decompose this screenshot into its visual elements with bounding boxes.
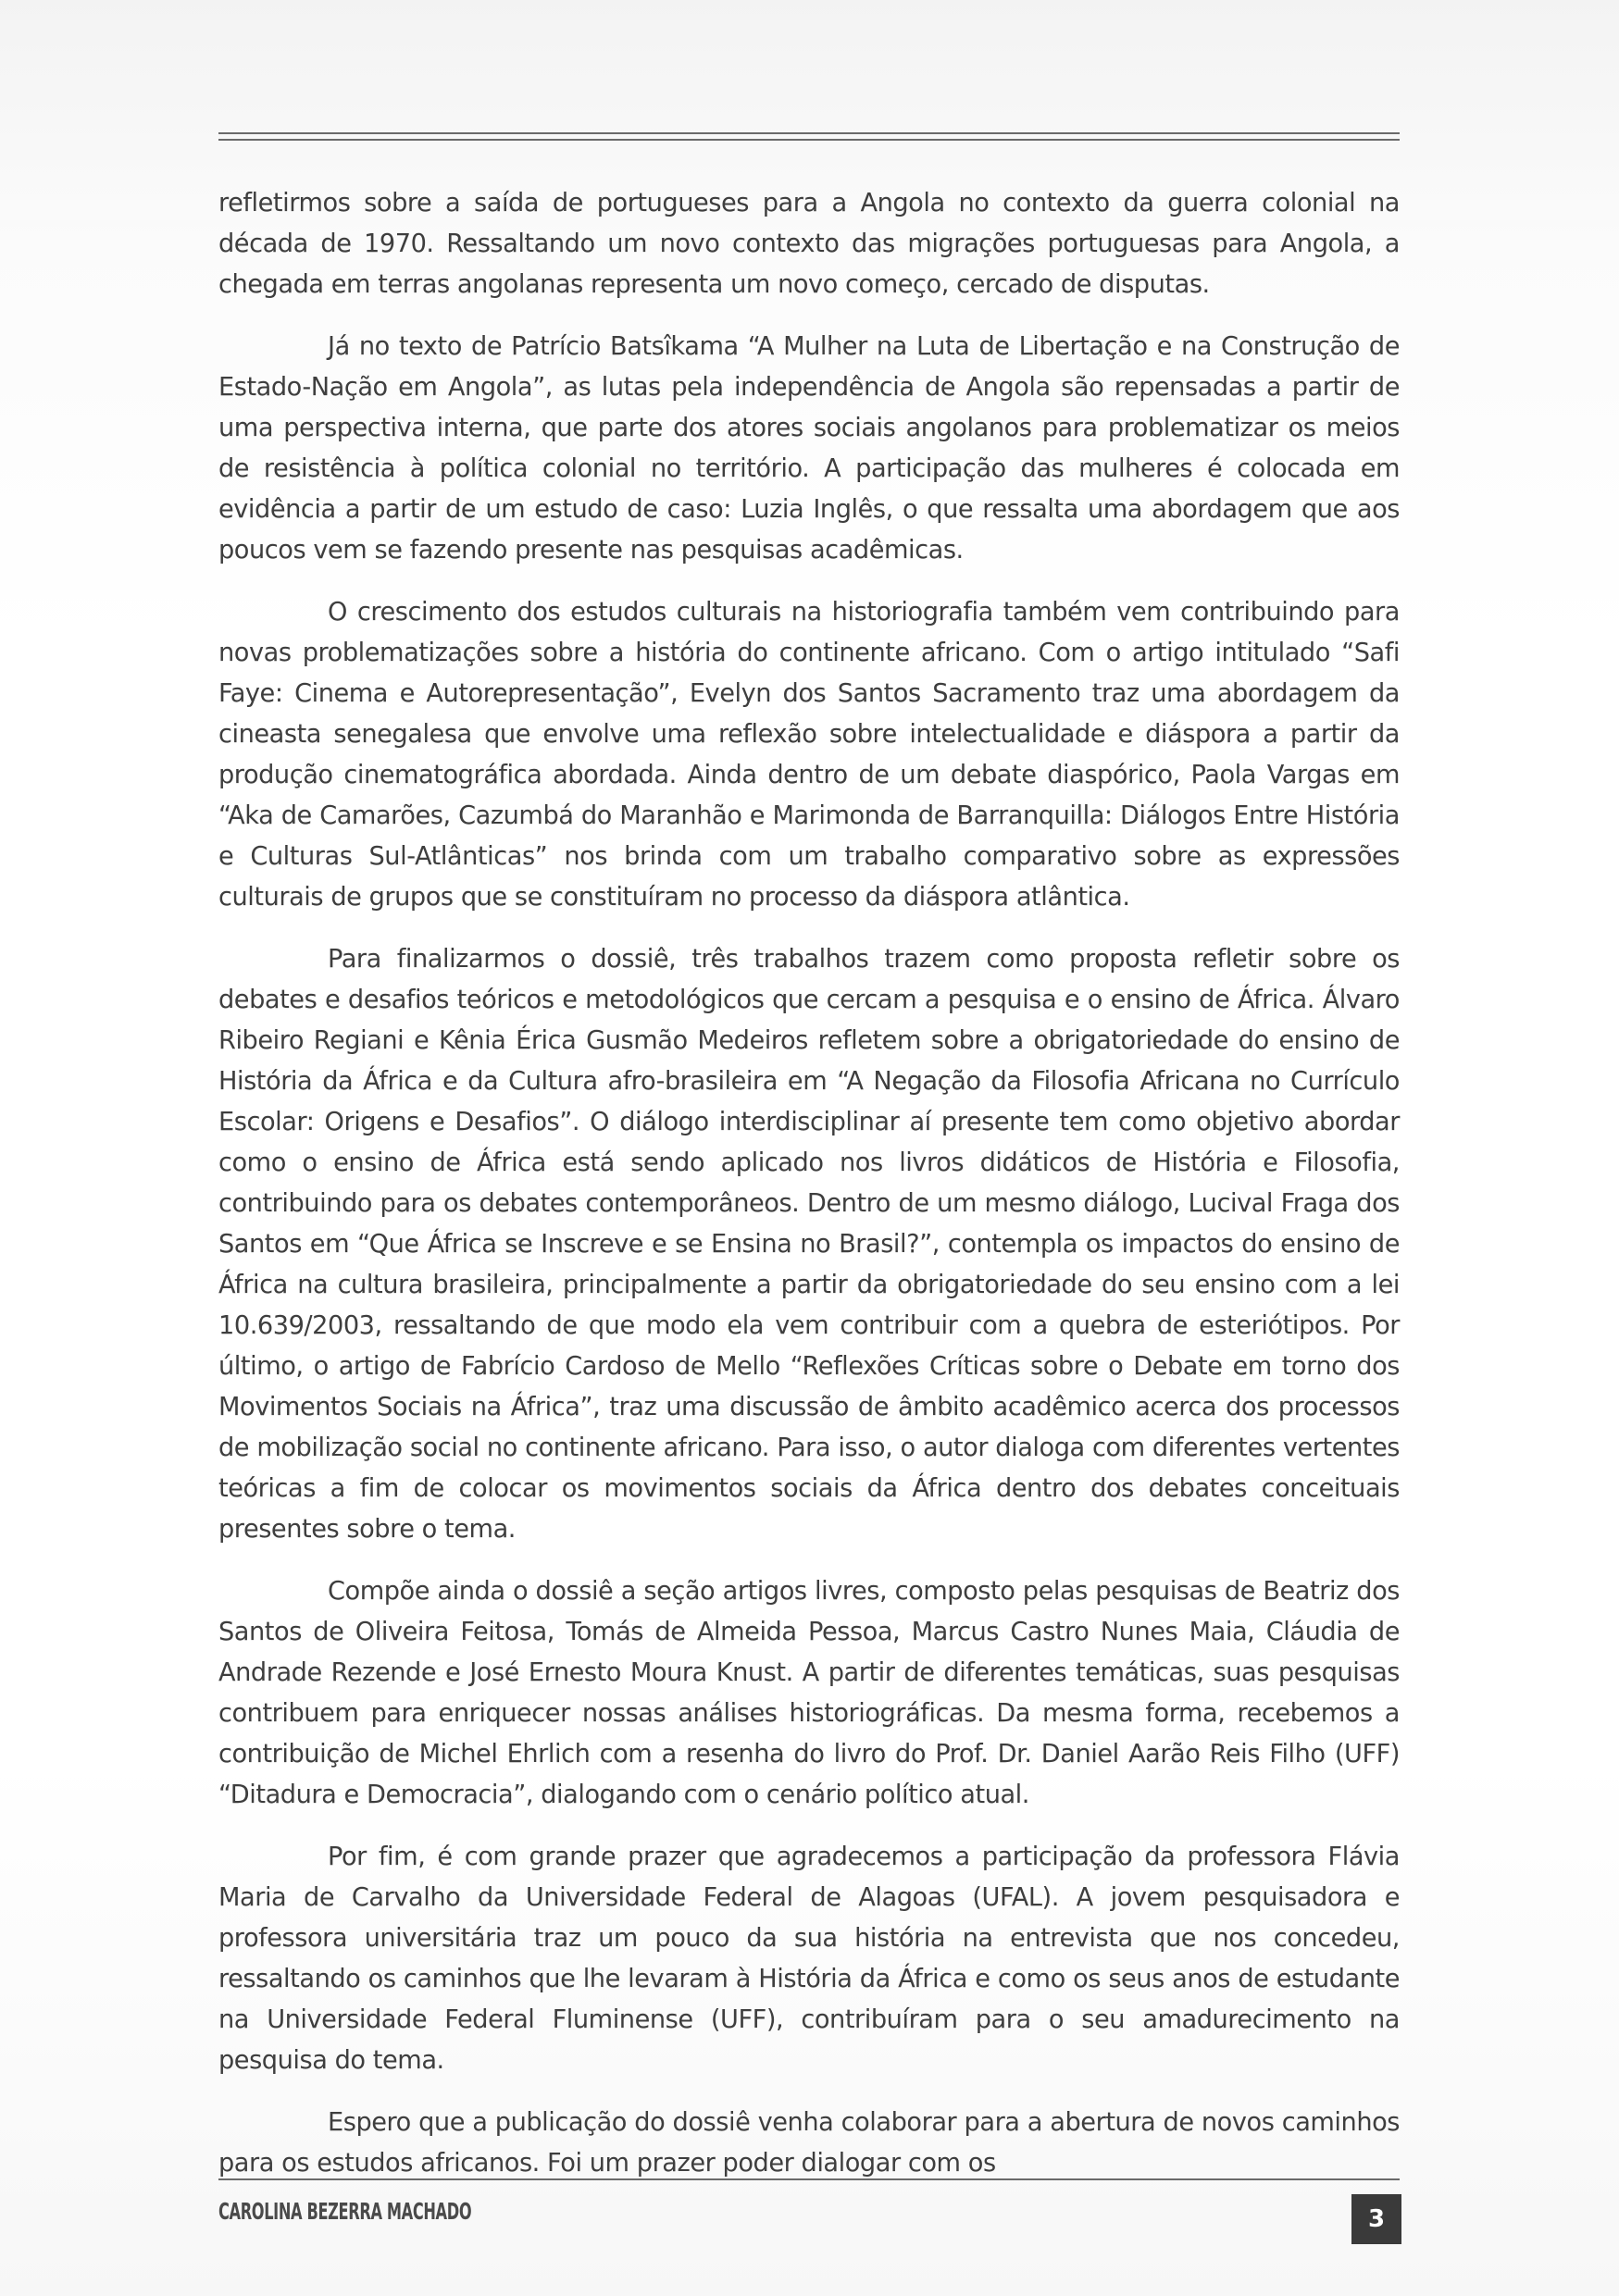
paragraph-continuation: refletirmos sobre a saída de portugueses para a Angola no contexto da guerra colonial na década de 1970. Ressaltando um novo contexto das migrações portuguesas para Angola, a chegada em terras angolanas representa um novo começo, cercado de disputas. bbox=[218, 189, 1400, 299]
paragraph-closing: Espero que a publicação do dossiê venha colaborar para a abertura de novos caminhos para os estudos africanos. Foi um prazer poder dialogar com os bbox=[218, 2108, 1400, 2178]
body-text bbox=[218, 183, 1400, 2205]
footer-rule bbox=[218, 2178, 1400, 2180]
footer-author: CAROLINA BEZERRA MACHADO bbox=[218, 2198, 472, 2225]
page-number-badge: 3 bbox=[1351, 2194, 1401, 2244]
paragraph-batsikama: Já no texto de Patrício Batsîkama “A Mulher na Luta de Libertação e na Construção de Estado-Nação em Angola”, as lutas pela independência de Angola são repensadas a partir de uma perspectiva interna, que parte dos atores sociais angolanos para problematizar os meios de resistência à política colonial no território. A participação das mulheres é colocada em evidência a partir de um estudo de caso: Luzia Inglês, o que ressalta uma abordagem que aos poucos vem se fazendo presente nas pesquisas acadêmicas. bbox=[218, 332, 1400, 565]
paragraph-teaching-africa: Para finalizarmos o dossiê, três trabalhos trazem como proposta refletir sobre os debates e desafios teóricos e metodológicos que cercam a pesquisa e o ensino de África. Álvaro Ribeiro Regiani e Kênia Érica Gusmão Medeiros refletem sobre a obrigatoriedade do ensino de História da África e da Cultura afro-brasileira em “A Negação da Filosofia Africana no Currículo Escolar: Origens e Desafios”. O diálogo interdisciplinar aí presente tem como objetivo abordar como o ensino de África está sendo aplicado nos livros didáticos de História e Filosofia, contribuindo para os debates contemporâneos. Dentro de um mesmo diálogo, Lucival Fraga dos Santos em “Que África se Inscreve e se Ensina no Brasil?”, contempla os impactos do ensino de África na cultura brasileira, principalmente a partir da obrigatoriedade do seu ensino com a lei 10.639/2003, ressaltando de que modo ela vem contribuir com a quebra de esteriótipos. Por último, o artigo de Fabrício Cardoso de Mello “Reflexões Críticas sobre o Debate em torno dos Movimentos Sociais na África”, traz uma discussão de âmbito acadêmico acerca dos processos de mobilização social no continente africano. Para isso, o autor dialoga com diferentes vertentes teóricas a fim de colocar os movimentos sociais da África dentro dos debates conceituais presentes sobre o tema. bbox=[218, 945, 1400, 1544]
paragraph-interview: Por fim, é com grande prazer que agradecemos a participação da professora Flávia Maria de Carvalho da Universidade Federal de Alagoas (UFAL). A jovem pesquisadora e professora universitária traz um pouco da sua história na entrevista que nos concedeu, ressaltando os caminhos que lhe levaram à História da África e como os seus anos de estudante na Universidade Federal Fluminense (UFF), contribuíram para o seu amadurecimento na pesquisa do tema. bbox=[218, 1843, 1400, 2075]
paragraph-cultural-studies: O crescimento dos estudos culturais na historiografia também vem contribuindo para novas problematizações sobre a história do continente africano. Com o artigo intitulado “Safi Faye: Cinema e Autorepresentação”, Evelyn dos Santos Sacramento traz uma abordagem da cineasta senegalesa que envolve uma reflexão sobre intelectualidade e diáspora a partir da produção cinematográfica abordada. Ainda dentro de um debate diaspórico, Paola Vargas em “Aka de Camarões, Cazumbá do Maranhão e Marimonda de Barranquilla: Diálogos Entre História e Culturas Sul-Atlânticas” nos brinda com um trabalho comparativo sobre as expressões culturais de grupos que se constituíram no processo da diáspora atlântica. bbox=[218, 598, 1400, 912]
paragraph-free-articles: Compõe ainda o dossiê a seção artigos livres, composto pelas pesquisas de Beatriz dos Santos de Oliveira Feitosa, Tomás de Almeida Pessoa, Marcus Castro Nunes Maia, Cláudia de Andrade Rezende e José Ernesto Moura Knust. A partir de diferentes temáticas, suas pesquisas contribuem para enriquecer nossas análises historiográficas. Da mesma forma, recebemos a contribuição de Michel Ehrlich com a resenha do livro do Prof. Dr. Daniel Aarão Reis Filho (UFF) “Ditadura e Democracia”, dialogando com o cenário político atual. bbox=[218, 1577, 1400, 1809]
header-double-rule bbox=[218, 132, 1400, 141]
